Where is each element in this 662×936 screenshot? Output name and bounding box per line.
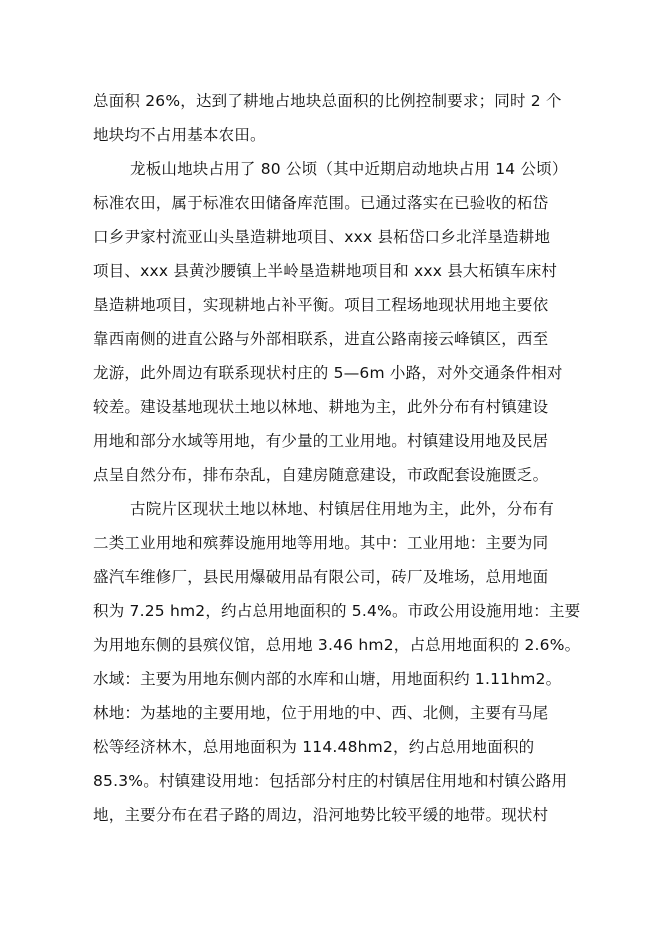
text-line: 积为 7.25 hm2，约占总用地面积的 5.4%。市政公用设施用地：主要 — [93, 602, 581, 620]
text-line: 为用地东侧的县殡仪馆，总用地 3.46 hm2，占总用地面积的 2.6%。 — [93, 636, 581, 654]
text-line: 松等经济林木，总用地面积为 114.48hm2，约占总用地面积的 — [93, 738, 535, 756]
text-line: 总面积 26%，达到了耕地占地块总面积的比例控制要求；同时 2 个 — [93, 92, 562, 110]
text-line: 口乡尹家村流亚山头垦造耕地项目、xxx 县柘岱口乡北洋垦造耕地 — [93, 228, 551, 246]
text-line: 标准农田，属于标准农田储备库范围。已通过落实在已验收的柘岱 — [93, 194, 549, 212]
text-line: 项目、xxx 县黄沙腰镇上半岭垦造耕地项目和 xxx 县大柘镇车床村 — [93, 262, 558, 280]
text-line: 靠西南侧的进直公路与外部相联系，进直公路南接云峰镇区，西至 — [93, 330, 549, 348]
text-line: 林地：为基地的主要用地，位于用地的中、西、北侧，主要有马尾 — [93, 704, 549, 722]
text-line: 水域：主要为用地东侧内部的水库和山塘，用地面积约 1.11hm2。 — [93, 670, 562, 688]
text-line: 地，主要分布在君子路的周边，沿河地势比较平缓的地带。现状村 — [93, 806, 549, 824]
text-line: 龙游，此外周边有联系现状村庄的 5—6m 小路，对外交通条件相对 — [93, 364, 563, 382]
text-line: 点呈自然分布，排布杂乱，自建房随意建设，市政配套设施匮乏。 — [93, 466, 549, 484]
text-line: 地块均不占用基本农田。 — [93, 126, 266, 144]
text-line: 二类工业用地和殡葬设施用地等用地。其中：工业用地：主要为同 — [93, 534, 549, 552]
text-line: 盛汽车维修厂，县民用爆破用品有限公司，砖厂及堆场，总用地面 — [93, 568, 549, 586]
text-line: 较差。建设基地现状土地以林地、耕地为主，此外分布有村镇建设 — [93, 398, 549, 416]
paragraph-first-line: 古院片区现状土地以林地、村镇居住用地为主，此外，分布有 — [130, 500, 554, 518]
paragraph-first-line: 龙板山地块占用了 80 公顷（其中近期启动地块占用 14 公顷） — [130, 160, 568, 178]
text-line: 用地和部分水域等用地，有少量的工业用地。村镇建设用地及民居 — [93, 432, 549, 450]
text-line: 85.3%。村镇建设用地：包括部分村庄的村镇居住用地和村镇公路用 — [93, 772, 568, 790]
text-line: 垦造耕地项目，实现耕地占补平衡。项目工程场地现状用地主要依 — [93, 296, 549, 314]
